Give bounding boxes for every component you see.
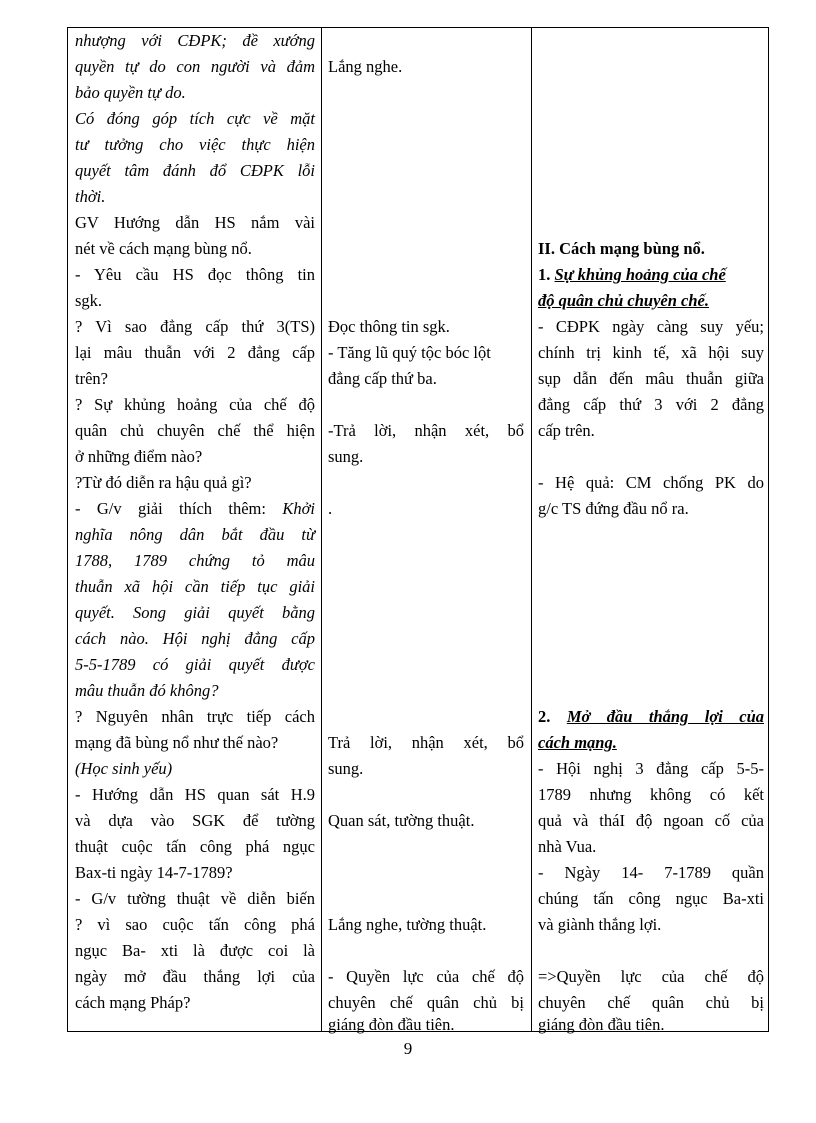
column-divider-2	[531, 28, 532, 1031]
col1-line: mạng đã bùng nổ như thế nào?	[75, 733, 279, 752]
col1-line: ngục Ba- xti là được coi là	[75, 941, 315, 960]
col1-line: quyết tâm đánh đổ CĐPK lỗi	[75, 161, 315, 180]
col1-line: quân chủ chuyên chế thể hiện	[75, 421, 315, 440]
col1-line: và dựa vào SGK để tường	[75, 811, 315, 830]
col2-line: Lắng nghe, tường thuật.	[328, 915, 487, 934]
col3-line: và giành thắng lợi.	[538, 915, 662, 934]
col2-line: Đọc thông tin sgk.	[328, 317, 450, 336]
col1-line: 1788, 1789 chứng tỏ mâu	[75, 551, 315, 570]
col3-line: 1789 nhưng không có kết	[538, 785, 764, 804]
page-number: 9	[403, 1039, 413, 1058]
col2-line: -Trả lời, nhận xét, bổ	[328, 421, 524, 440]
col1-line: Bax-ti ngày 14-7-1789?	[75, 863, 233, 882]
col3-line: nhà Vua.	[538, 837, 597, 856]
col3-line: g/c TS đứng đầu nổ ra.	[538, 499, 689, 518]
col1-line: ? vì sao cuộc tấn công phá	[75, 915, 315, 934]
col3-line: giáng đòn đầu tiên.	[538, 1015, 665, 1034]
col1-line-part: Khởi	[282, 499, 315, 518]
col1-line: quyết. Song giải quyết bằng	[75, 603, 315, 622]
col3-line: - Ngày 14- 7-1789 quần	[538, 863, 764, 882]
subsection-title: độ quân chủ chuyên chế.	[538, 291, 709, 310]
col3-line: chuyên chế quân chủ bị	[538, 993, 764, 1012]
subsection-heading	[538, 262, 764, 288]
col3-line: =>Quyền lực của chế độ	[538, 967, 764, 986]
col2-line: Lắng nghe.	[328, 57, 403, 76]
col2-line: sung.	[328, 759, 364, 778]
col1-line: - Yêu cầu HS đọc thông tin	[75, 265, 315, 284]
col3-line: quả và tháI độ ngoan cố của	[538, 811, 764, 830]
subsection-number: 1.	[538, 265, 555, 284]
subsection-title: cách mạng.	[538, 733, 617, 752]
lesson-table	[67, 27, 769, 1032]
col2-line: - Tăng lũ quý tộc bóc lột	[328, 343, 491, 362]
col1-line: ?Từ đó diễn ra hậu quả gì?	[75, 473, 252, 492]
col1-line: cách nào. Hội nghị đẳng cấp	[75, 629, 315, 648]
col3-line: - Hệ quả: CM chống PK do	[538, 473, 764, 492]
col1-line: GV Hướng dẫn HS nắm vài	[75, 213, 315, 232]
col1-line: ? Nguyên nhân trực tiếp cách	[75, 707, 315, 726]
col3-line: - Hội nghị 3 đẳng cấp 5-5-	[538, 759, 764, 778]
col2-line: đẳng cấp thứ ba.	[328, 369, 437, 388]
col2-line: chuyên chế quân chủ bị	[328, 993, 524, 1012]
subsection-title: Mở đầu thắng lợi của	[566, 707, 765, 726]
col1-line: nghĩa nông dân bắt đầu từ	[75, 525, 315, 544]
col1-line: thời.	[75, 187, 106, 206]
col1-line: nét về cách mạng bùng nổ.	[75, 239, 252, 258]
col1-line: ngày mở đầu thắng lợi của	[75, 967, 315, 986]
col1-line: lại mâu thuẫn với 2 đẳng cấp	[75, 343, 315, 362]
col1-line: tư tưởng cho việc thực hiện	[75, 135, 315, 154]
col3-line: chúng tấn công ngục Ba-xti	[538, 889, 764, 908]
col3-line: chính trị kinh tế, xã hội suy	[538, 343, 764, 362]
col1-line: nhượng với CĐPK; đề xướng	[75, 31, 315, 50]
col1-line: ? Sự khủng hoảng của chế độ	[75, 395, 315, 414]
col2-line: - Quyền lực của chế độ	[328, 967, 524, 986]
col1-line: bảo quyền tự do.	[75, 83, 186, 102]
subsection-title: Sự khủng hoảng của chế	[554, 265, 726, 284]
col1-line: 5-5-1789 có giải quyết được	[75, 655, 315, 674]
col1-line	[75, 496, 315, 522]
col1-line: cách mạng Pháp?	[75, 993, 191, 1012]
col2-line: Quan sát, tường thuật.	[328, 811, 475, 830]
col1-line-part: - G/v giải thích thêm:	[75, 499, 283, 518]
col2-line: .	[328, 499, 333, 518]
col1-line: - Hướng dẫn HS quan sát H.9	[75, 785, 315, 804]
col1-line: Có đóng góp tích cực về mặt	[75, 109, 315, 128]
col1-line: thuật cuộc tấn công phá ngục	[75, 837, 315, 856]
col1-line: sgk.	[75, 291, 103, 310]
col3-line: đẳng cấp thứ 3 với 2 đẳng	[538, 395, 764, 414]
col1-line: trên?	[75, 369, 108, 388]
col3-line: - CĐPK ngày càng suy yếu;	[538, 317, 764, 336]
col1-line: mâu thuẫn đó không?	[75, 681, 219, 700]
col1-line: (Học sinh yếu)	[75, 759, 173, 778]
col1-line: ở những điểm nào?	[75, 447, 203, 466]
col3-line: sụp dẫn đến mâu thuẫn giữa	[538, 369, 764, 388]
col1-line: thuẫn xã hội cần tiếp tục giải	[75, 577, 315, 596]
subsection-number: 2.	[538, 707, 567, 726]
col1-line: quyền tự do con người và đảm	[75, 57, 315, 76]
col2-line: Trả lời, nhận xét, bổ	[328, 733, 524, 752]
column-divider-1	[321, 28, 322, 1031]
col3-line: cấp trên.	[538, 421, 595, 440]
col1-line: - G/v tường thuật về diễn biến	[75, 889, 315, 908]
col2-line: sung.	[328, 447, 364, 466]
col1-line: ? Vì sao đẳng cấp thứ 3(TS)	[75, 317, 315, 336]
col2-line: giáng đòn đầu tiên.	[328, 1015, 455, 1034]
subsection-heading	[538, 704, 764, 730]
section-heading: II. Cách mạng bùng nổ.	[538, 239, 705, 258]
